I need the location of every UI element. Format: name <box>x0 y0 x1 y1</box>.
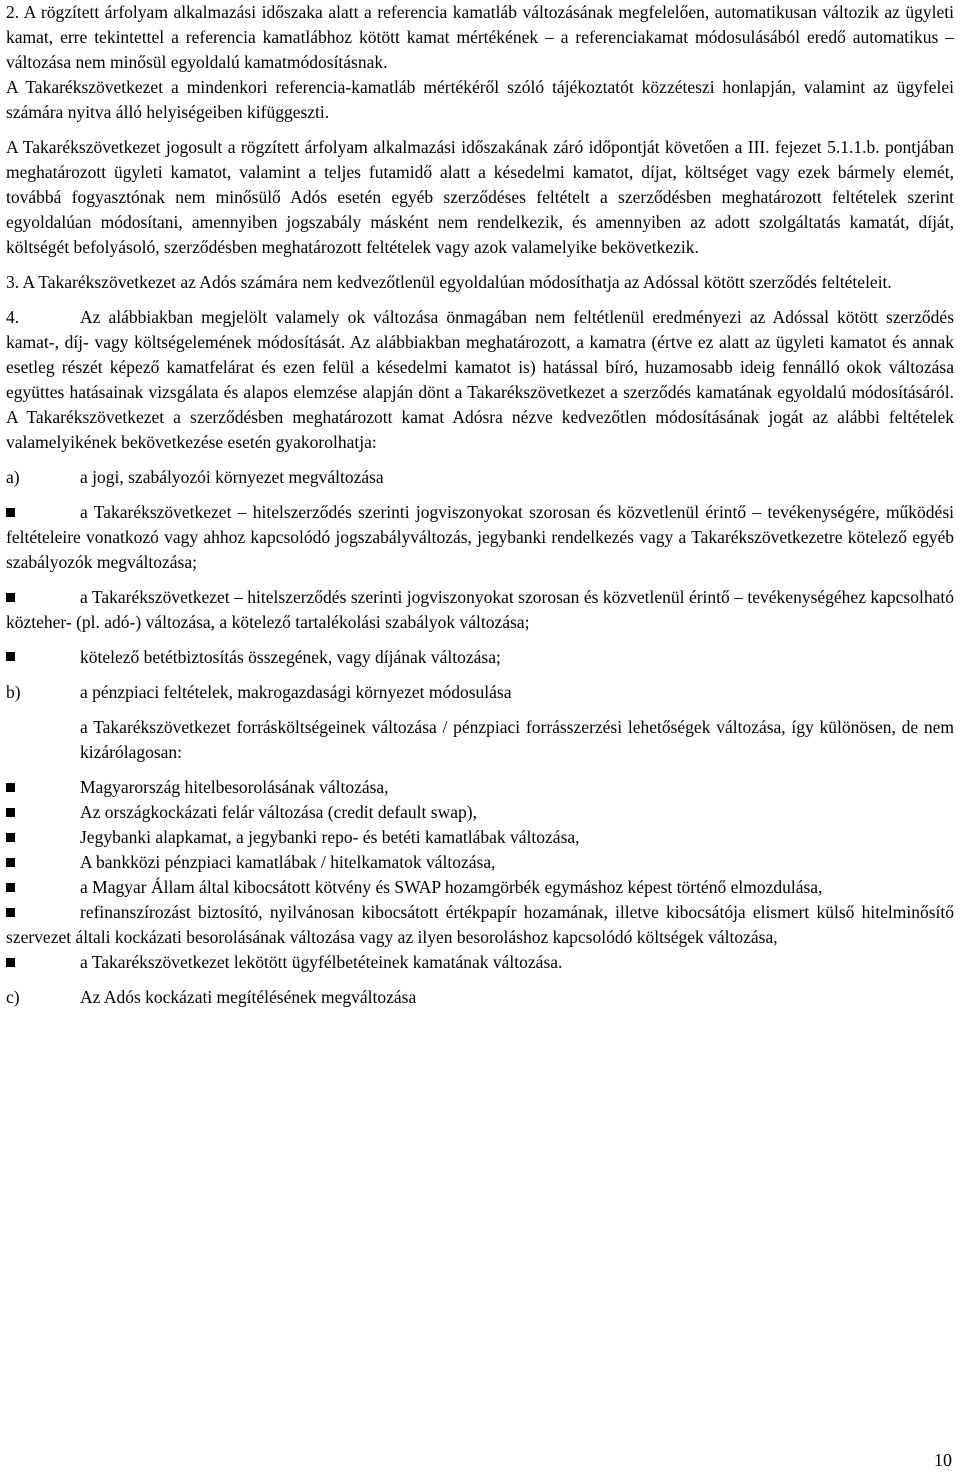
item-b-sub: a Takarékszövetkezet forrásköltségeinek változása / pénzpiaci forrásszerzési lehetőségek változása, így különösen, de nem kizárólagosan: <box>80 717 954 762</box>
page-number: 10 <box>934 1450 952 1470</box>
item-c-text: Az Adós kockázati megítélésének megváltozása <box>80 987 417 1007</box>
square-bullet-icon <box>6 858 15 867</box>
item-b-label: b) <box>6 682 21 702</box>
item-b-list-2-text: Az országkockázati felár változása (credit default swap), <box>80 802 477 822</box>
item-b-list-3 <box>6 825 954 850</box>
paragraph-2b: A Takarékszövetkezet a mindenkori referencia-kamatláb mértékéről szóló tájékoztatót közzéteszi honlapján, valamint az ügyfelei számára nyitva álló helyiségeiben kifüggeszti. <box>6 77 954 122</box>
item-a-bullet-1 <box>6 500 954 575</box>
paragraph-2c: A Takarékszövetkezet jogosult a rögzített árfolyam alkalmazási időszakának záró időpontját követően a III. fejezet 5.1.1.b. pontjában meghatározott ügyleti kamatot, valamint a teljes futamidő alatt a késedelmi kamatot, díjat, költséget vagy ezek bármely elemét, továbbá fogyasztónak nem minősülő Adós esetén egyéb szerződéses feltételt a szerződésben meghatározott feltételek szerint egyoldalúan módosítani, amennyiben jogszabály másként nem rendelkezik, és amennyiben az adott szolgáltatás kamatát, díját, költségét befolyásoló, szerződésben meghatározott feltételek vagy azok valamelyike bekövetkezik. <box>6 137 954 257</box>
item-a-text: a jogi, szabályozói környezet megváltozása <box>80 467 384 487</box>
item-c <box>6 985 954 1010</box>
square-bullet-icon <box>6 908 15 917</box>
item-c-label: c) <box>6 987 20 1007</box>
square-bullet-icon <box>6 958 15 967</box>
item-b-list-4 <box>6 850 954 875</box>
item-a-bullet-2 <box>6 585 954 635</box>
item-b-list-1 <box>6 775 954 800</box>
item-a-bullet-2-text: a Takarékszövetkezet – hitelszerződés szerinti jogviszonyokat szorosan és közvetlenül érintő – tevékenységéhez kapcsolható közteher- (pl. adó-) változása, a kötelező tartalékolási szabályok változása; <box>6 587 954 632</box>
item-a-label: a) <box>6 467 20 487</box>
item-a-bullet-1-text: a Takarékszövetkezet – hitelszerződés szerinti jogviszonyokat szorosan és közvetlenül érintő – tevékenységére, működési feltételeire vonatkozó vagy ahhoz kapcsolódó jogszabályváltozás, jegybanki rendelkezés vagy a Takarékszövetkezetre kötelező egyéb szabályozók megváltozása; <box>6 502 954 572</box>
document-page <box>6 0 954 1010</box>
item-b-list-5-text: a Magyar Állam által kibocsátott kötvény és SWAP hozamgörbék egymáshoz képest történő elmozdulása, <box>80 877 823 897</box>
square-bullet-icon <box>6 808 15 817</box>
square-bullet-icon <box>6 883 15 892</box>
paragraph-4-text: Az alábbiakban megjelölt valamely ok változása önmagában nem feltétlenül eredményezi az Adóssal kötött szerződés kamat-, díj- vagy költségelemének módosítását. Az alábbiakban meghatározott, a kamatra (értve ez alatt az ügyleti kamatot és annak esetleg részét képező kamatfelárat és ezen felül a késedelmi kamatot is) hatással bíró, huzamosabb ideig fennálló okok változása együttes hatásainak vizsgálata és alapos elemzése alapján dönt a Takarékszövetkezet a szerződés kamatának egyoldalú módosításáról. A Takarékszövetkezet a szerződésben meghatározott kamat Adósra nézve kedvezőtlen módosításának jogát az alábbi feltételek valamelyikének bekövetkezése esetén gyakorolhatja: <box>6 307 954 452</box>
paragraph-3: 3. A Takarékszövetkezet az Adós számára nem kedvezőtlenül egyoldalúan módosíthatja az Adóssal kötött szerződés feltételeit. <box>6 272 892 292</box>
item-b <box>6 680 954 705</box>
item-b-list-1-text: Magyarország hitelbesorolásának változása, <box>80 777 389 797</box>
square-bullet-icon <box>6 783 15 792</box>
item-a-bullet-3 <box>6 645 954 670</box>
item-a-bullet-3-text: kötelező betétbiztosítás összegének, vagy díjának változása; <box>80 647 501 667</box>
item-b-list-4-text: A bankközi pénzpiaci kamatlábak / hitelkamatok változása, <box>80 852 496 872</box>
square-bullet-icon <box>6 593 15 602</box>
paragraph-4-number: 4. <box>6 307 20 327</box>
square-bullet-icon <box>6 508 15 517</box>
item-b-list-3-text: Jegybanki alapkamat, a jegybanki repo- és betéti kamatlábak változása, <box>80 827 580 847</box>
item-b-list-2 <box>6 800 954 825</box>
item-b-list-5 <box>6 875 954 900</box>
item-a <box>6 465 954 490</box>
paragraph-4 <box>6 305 954 455</box>
square-bullet-icon <box>6 652 15 661</box>
square-bullet-icon <box>6 833 15 842</box>
item-b-list-6 <box>6 900 954 950</box>
item-b-list-7-text: a Takarékszövetkezet lekötött ügyfélbetéteinek kamatának változása. <box>80 952 563 972</box>
item-b-list-6-text: refinanszírozást biztosító, nyilvánosan kibocsátott értékpapír hozamának, illetve kibocsátója elismert külső hitelminősítő szervezet általi kockázati besorolásának változása vagy az ilyen besoroláshoz kapcsolódó költségek változása, <box>6 902 954 947</box>
item-b-list-7 <box>6 950 954 975</box>
item-b-text: a pénzpiaci feltételek, makrogazdasági környezet módosulása <box>80 682 512 702</box>
paragraph-2: 2. A rögzített árfolyam alkalmazási időszaka alatt a referencia kamatláb változásának megfelelően, automatikusan változik az ügyleti kamat, erre tekintettel a referencia kamatlábhoz kötött kamat mértékének – a referenciakamat módosulásából eredő automatikus – változása nem minősül egyoldalú kamatmódosításnak. <box>6 2 954 72</box>
